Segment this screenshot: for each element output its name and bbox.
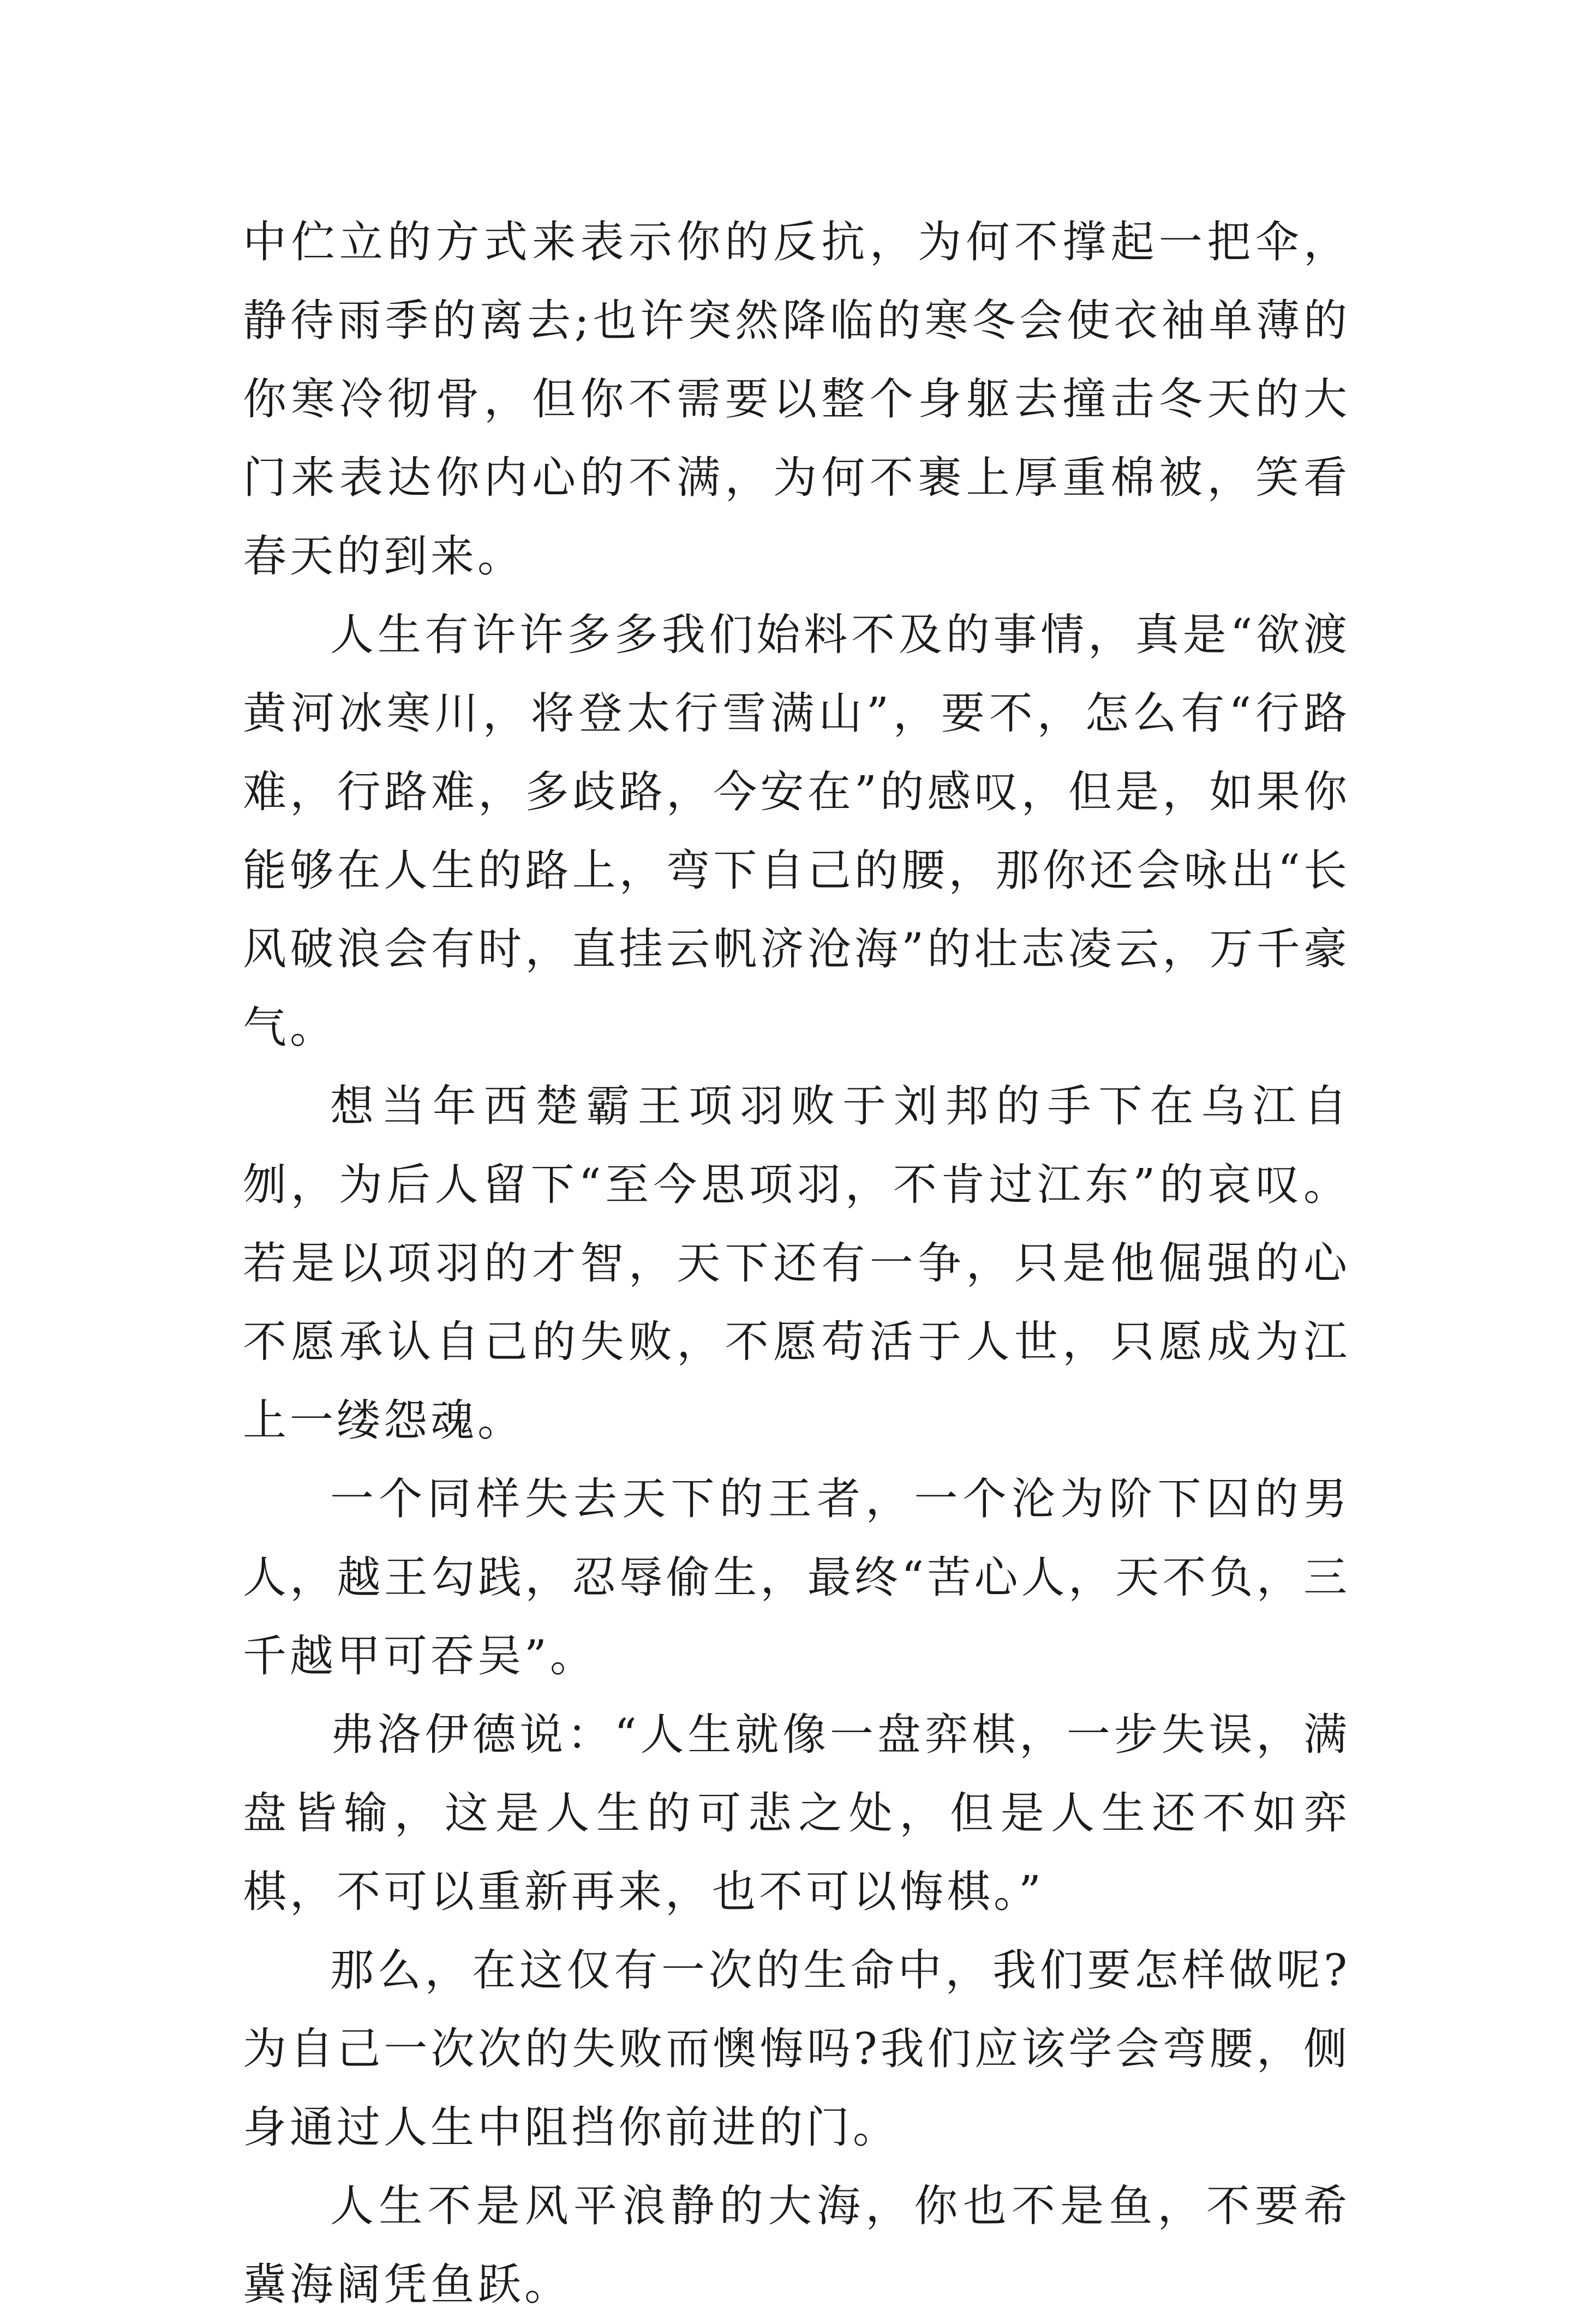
paragraph-5: 弗洛伊德说：“人生就像一盘弈棋，一步失误，满盘皆输，这是人生的可悲之处，但是人生还不如弈棋，不可以重新再来，也不可以悔棋。” xyxy=(243,1709,1350,1917)
paragraph-2: 人生有许许多多我们始料不及的事情，真是“欲渡黄河冰寒川，将登太行雪满山”，要不，怎么有“行路难，行路难，多歧路，今安在”的感叹，但是，如果你能够在人生的路上，弯下自己的腰，那你还会咏出“长风破浪会有时，直挂云帆济沧海”的壮志凌云，万千豪气。 xyxy=(243,609,1350,1053)
paragraph-4: 一个同样失去天下的王者，一个沦为阶下囚的男人，越王勾践，忍辱偷生，最终“苦心人，天不负，三千越甲可吞吴”。 xyxy=(243,1474,1350,1681)
document-body xyxy=(243,203,1350,2324)
paragraph-1: 中伫立的方式来表示你的反抗，为何不撑起一把伞，静待雨季的离去;也许突然降临的寒冬会使衣袖单薄的你寒冷彻骨，但你不需要以整个身躯去撞击冬天的大门来表达你内心的不满，为何不裹上厚重棉被，笑看春天的到来。 xyxy=(243,217,1350,582)
paragraph-7: 人生不是风平浪静的大海，你也不是鱼，不要希冀海阔凭鱼跃。 xyxy=(243,2181,1350,2310)
paragraph-3: 想当年西楚霸王项羽败于刘邦的手下在乌江自刎，为后人留下“至今思项羽，不肯过江东”的哀叹。若是以项羽的才智，天下还有一争，只是他倔强的心不愿承认自己的失败，不愿苟活于人世，只愿成为江上一缕怨魂。 xyxy=(243,1081,1350,1446)
paragraph-6: 那么，在这仅有一次的生命中，我们要怎样做呢?为自己一次次的失败而懊悔吗?我们应该学会弯腰，侧身通过人生中阻挡你前进的门。 xyxy=(243,1945,1350,2153)
